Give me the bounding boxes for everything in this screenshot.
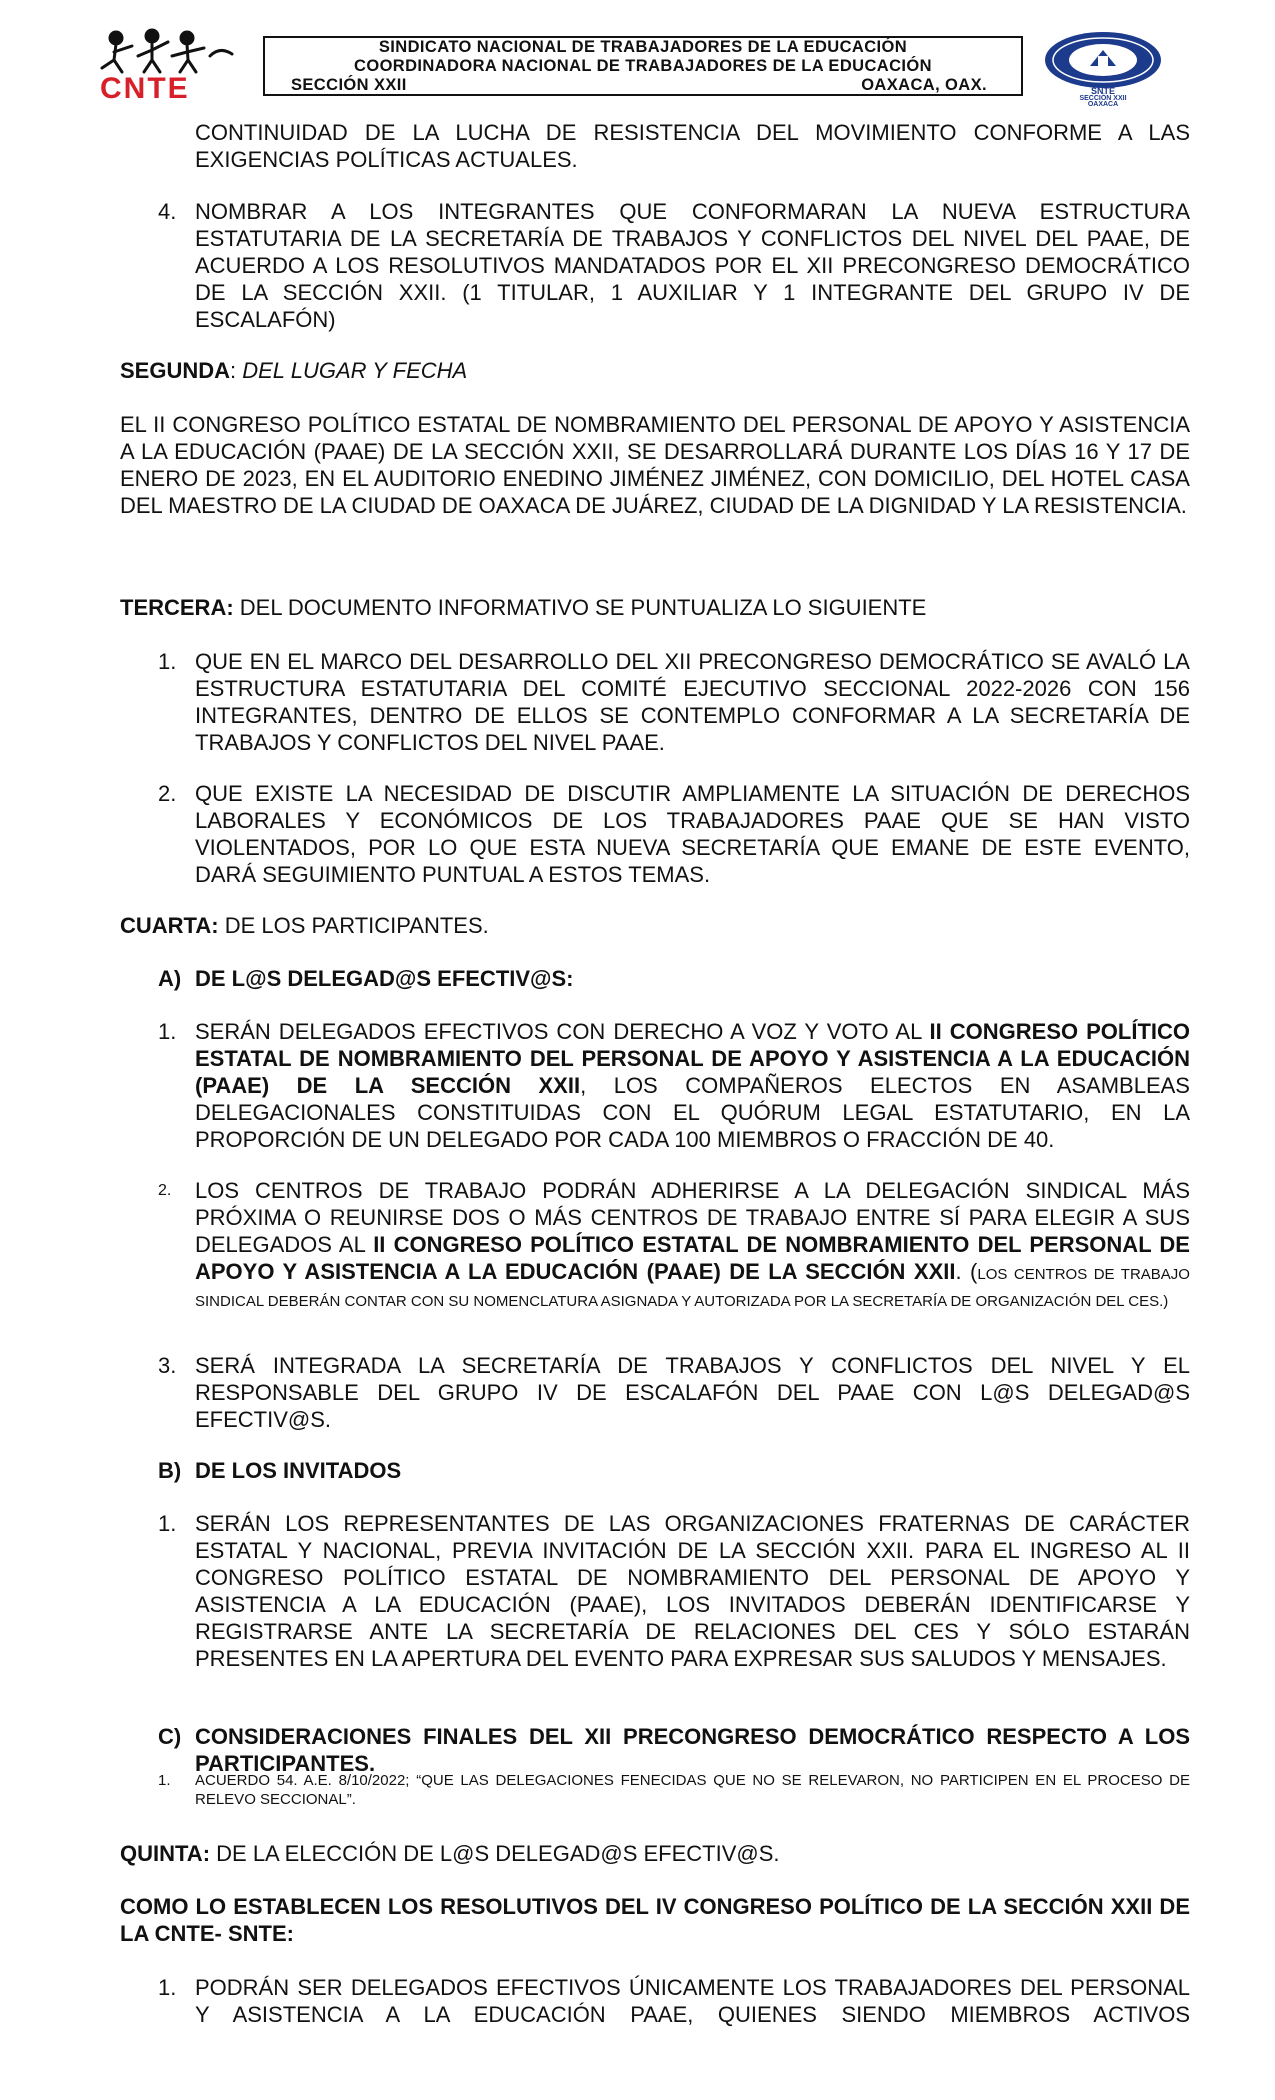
cuarta-a1-text [195,1018,1190,1153]
cuarta-title: DE LOS PARTICIPANTES. [218,913,489,938]
quinta-title: DE LA ELECCIÓN DE L@S DELEGAD@S EFECTIV@S. [210,1841,780,1866]
quinta-subheading: COMO LO ESTABLECEN LOS RESOLUTIVOS DEL IV CONGRESO POLÍTICO DE LA SECCIÓN XXII DE LA CNTE- SNTE: [120,1894,1190,1946]
letterhead-city: OAXACA, OAX. [861,76,987,94]
cuarta-a3-number: 3. [158,1353,177,1378]
cuarta-a-title: DE L@S DELEGAD@S EFECTIV@S: [195,966,574,991]
tercera-item-1-text: QUE EN EL MARCO DEL DESARROLLO DEL XII PRECONGRESO DEMOCRÁTICO SE AVALÓ LA ESTRUCTURA ESTATUTARIA DEL COMITÉ EJECUTIVO SECCIONAL 2022-2026 CON 156 INTEGRANTES, DENTRO DE ELLOS SE CONTEMPLO CONFORMAR A LA SECRETARÍA DE TRABAJOS Y CONFLICTOS DEL NIVEL PAAE. [195,649,1190,755]
cuarta-a1-number: 1. [158,1019,177,1044]
snte-logo-text: SNTE [1090,86,1116,96]
segunda-title: DEL LUGAR Y FECHA [242,358,468,383]
cuarta-c1-text: ACUERDO 54. A.E. 8/10/2022; “QUE LAS DELEGACIONES FENECIDAS QUE NO SE RELEVARON, NO PARTICIPEN EN EL PROCESO DE RELEVO SECCIONAL”. [195,1772,1190,1808]
tercera-label: TERCERA: [120,595,234,620]
tercera-item-2-text: QUE EXISTE LA NECESIDAD DE DISCUTIR AMPLIAMENTE LA SITUACIÓN DE DERECHOS LABORALES Y ECONÓMICOS DE LOS TRABAJADORES PAAE QUE SE HAN VISTO VIOLENTADOS, POR LO QUE ESTA NUEVA SECRETARÍA QUE EMANE DE ESTE EVENTO, DARÁ SEGUIMIENTO PUNTUAL A ESTOS TEMAS. [195,781,1190,887]
segunda-label: SEGUNDA [120,358,231,383]
segunda-body: EL II CONGRESO POLÍTICO ESTATAL DE NOMBRAMIENTO DEL PERSONAL DE APOYO Y ASISTENCIA A LA EDUCACIÓN (PAAE) DE LA SECCIÓN XXII, SE DESARROLLARÁ DURANTE LOS DÍAS 16 Y 17 DE ENERO DE 2023, EN EL AUDITORIO ENEDINO JIMÉNEZ JIMÉNEZ, CON DOMICILIO, DEL HOTEL CASA DEL MAESTRO DE LA CIUDAD DE OAXACA DE JUÁREZ, CIUDAD DE LA DIGNIDAD Y LA RESISTENCIA. [120,412,1190,518]
intro-item-4-text: NOMBRAR A LOS INTEGRANTES QUE CONFORMARAN LA NUEVA ESTRUCTURA ESTATUTARIA DE LA SECRETARÍA DE TRABAJOS Y CONFLICTOS DEL NIVEL DEL PAAE, DE ACUERDO A LOS RESOLUTIVOS MANDATADOS POR EL XII PRECONGRESO DEMOCRÁTICO DE LA SECCIÓN XXII. (1 TITULAR, 1 AUXILIAR Y 1 INTEGRANTE DEL GRUPO IV DE ESCALAFÓN) [195,199,1190,332]
cuarta-a1-bold: II CONGRESO POLÍTICO ESTATAL DE NOMBRAMIENTO DEL PERSONAL DE APOYO Y ASISTENCIA A LA EDUCACIÓN (PAAE) DE LA SECCIÓN XXII [195,1019,1190,1098]
intro-continuation: CONTINUIDAD DE LA LUCHA DE RESISTENCIA DEL MOVIMIENTO CONFORME A LAS EXIGENCIAS POLÍTICAS ACTUALES. [195,120,1190,172]
snte-seal-logo [1040,30,1166,106]
cuarta-b1-text: SERÁN LOS REPRESENTANTES DE LAS ORGANIZACIONES FRATERNAS DE CARÁCTER ESTATAL Y NACIONAL, PREVIA INVITACIÓN DE LA SECCIÓN XXII. PARA EL INGRESO AL II CONGRESO POLÍTICO ESTATAL DE NOMBRAMIENTO DEL PERSONAL DE APOYO Y ASISTENCIA A LA EDUCACIÓN (PAAE), LOS INVITADOS DEBERÁN IDENTIFICARSE Y REGISTRARSE ANTE LA SECRETARÍA DE RELACIONES DEL CES Y SÓLO ESTARÁN PRESENTES EN LA APERTURA DEL EVENTO PARA EXPRESAR SUS SALUDOS Y MENSAJES. [195,1511,1190,1671]
cuarta-c-title: CONSIDERACIONES FINALES DEL XII PRECONGRESO DEMOCRÁTICO RESPECTO A LOS PARTICIPANTES. [195,1724,1190,1776]
quinta-item-1-number: 1. [158,1975,177,2000]
quinta-item-1-text: PODRÁN SER DELEGADOS EFECTIVOS ÚNICAMENTE LOS TRABAJADORES DEL PERSONAL Y ASISTENCIA A LA EDUCACIÓN PAAE, QUIENES SIENDO MIEMBROS ACTIVOS [195,1975,1190,2027]
tercera-heading [120,594,1190,621]
cuarta-heading [120,912,1190,939]
letterhead-section: SECCIÓN XXII [291,76,407,94]
letterhead-line-1: SINDICATO NACIONAL DE TRABAJADORES DE LA EDUCACIÓN [378,38,908,56]
letterhead-line-2: COORDINADORA NACIONAL DE TRABAJADORES DE LA EDUCACIÓN [354,57,932,75]
quinta-label: QUINTA: [120,1841,211,1866]
cuarta-a2-mid: . ( [955,1259,978,1284]
tercera-item-1-number: 1. [158,649,177,674]
cuarta-a2-text [195,1177,1190,1312]
segunda-colon: : [230,358,243,383]
cuarta-a2-pre: LOS CENTROS DE TRABAJO PODRÁN ADHERIRSE A LA DELEGACIÓN SINDICAL MÁS PRÓXIMA O REUNIRSE DOS O MÁS CENTROS DE TRABAJO ENTRE SÍ PARA ELEGIR A SUS DELEGADOS AL [195,1178,1190,1257]
snte-logo-section: SECCIÓN XXII [1079,95,1127,102]
cuarta-b-title: DE LOS INVITADOS [195,1458,402,1483]
tercera-title: DEL DOCUMENTO INFORMATIVO SE PUNTUALIZA LO SIGUIENTE [233,595,927,620]
cnte-logo-text: CNTE [100,72,190,102]
cuarta-a2-note: LOS CENTROS DE TRABAJO SINDICAL DEBERÁN CONTAR CON SU NOMENCLATURA ASIGNADA Y AUTORIZADA POR LA SECRETARÍA DE ORGANIZACIÓN DEL CES.) [195,1266,1190,1310]
cuarta-c-label: C) [158,1724,182,1749]
intro-item-4-number: 4. [158,199,177,224]
cuarta-a1-pre: SERÁN DELEGADOS EFECTIVOS CON DERECHO A VOZ Y VOTO AL [195,1019,930,1044]
cuarta-b-label: B) [158,1458,182,1483]
cnte-logo [92,26,242,102]
segunda-heading [120,357,1190,384]
letterhead-line-3 [265,76,1021,95]
cuarta-c1-number: 1. [158,1772,171,1789]
tercera-item-2-number: 2. [158,781,177,806]
cuarta-a-label: A) [158,966,182,991]
quinta-heading [120,1840,1190,1867]
snte-logo-city: OAXACA [1087,101,1119,106]
letterhead-box [263,36,1023,96]
cuarta-label: CUARTA: [120,913,219,938]
cuarta-a2-bold: II CONGRESO POLÍTICO ESTATAL DE NOMBRAMIENTO DEL PERSONAL DE APOYO Y ASISTENCIA A LA EDUCACIÓN (PAAE) DE LA SECCIÓN XXII [195,1232,1190,1284]
cuarta-a2-number: 2. [158,1182,172,1199]
cuarta-a1-post: , LOS COMPAÑEROS ELECTOS EN ASAMBLEAS DELEGACIONALES CONSTITUIDAS CON EL QUÓRUM LEGAL ESTATUTARIO, EN LA PROPORCIÓN DE UN DELEGADO POR CADA 100 MIEMBROS O FRACCIÓN DE 40. [195,1073,1190,1152]
cuarta-a3-text: SERÁ INTEGRADA LA SECRETARÍA DE TRABAJOS Y CONFLICTOS DEL NIVEL Y EL RESPONSABLE DEL GRUPO IV DE ESCALAFÓN DEL PAAE CON L@S DELEGAD@S EFECTIV@S. [195,1353,1190,1432]
cuarta-b1-number: 1. [158,1511,177,1536]
